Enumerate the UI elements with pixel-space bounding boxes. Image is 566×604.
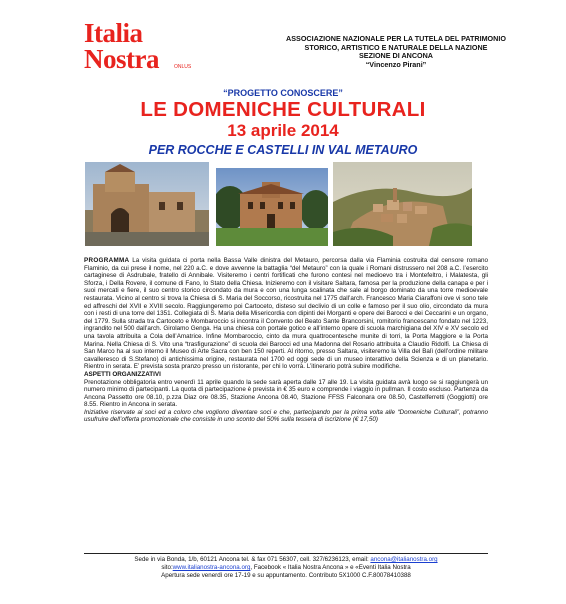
footer-address: Sede in via Bonda, 1/b, 60121 Ancona tel. & fax 071 56307, cell. 327/6236123, email: xyxy=(134,556,371,563)
aspetti-text: Prenotazione obbligatoria entro venerdì 11 aprile quando la sede sarà aperta dalle 17 alle 19. La visita guidata avrà luogo se si raggiungerà un numero minimo di partecipanti. La quota di partecipazione è prevista in € 35 euro e comprende i viaggio in pullman. Il costo escluso. Partenza da Ancona Passetto ore 08.10, p.zza Diaz ore 08.35, Stazione Ancona 08.40, Stazione FFSS Falconara ore 08.50, Castelferretti (Goggiotti) ore 8.55. Rientro in Ancona in serata. xyxy=(84,378,488,409)
programma-label: PROGRAMMA xyxy=(84,257,130,264)
association-line: SEZIONE DI ANCONA xyxy=(358,51,433,61)
aspetti-heading: ASPETTI ORGANIZZATIVI xyxy=(84,370,161,378)
photo-villa xyxy=(216,168,328,246)
programma-paragraph xyxy=(84,257,488,371)
footer-site-label: sito: xyxy=(161,564,173,571)
footer-facebook: , Facebook « Italia Nostra Ancona » e «Eventi Italia Nostra xyxy=(250,564,411,571)
logo-line-italia: Italia xyxy=(84,18,143,48)
flyer-body xyxy=(84,257,488,424)
footer-web xyxy=(84,564,488,572)
association-line: STORICO, ARTISTICO E NATURALE DELLA NAZIONE xyxy=(304,42,488,52)
project-label: “PROGETTO CONOSCERE” xyxy=(223,88,343,98)
programma-text: La visita guidata ci porta nella Bassa Valle dinistra del Metauro, percorsa dalla via Flaminia costruita dal censore romano Flaminio, da cui prese il nome, nel 220 a.C. e dove avvenne la battaglia “del Metauro” con la quale i Romani distrussero nel 208 a.C. l’esercito cartaginese di Asdrubale, fratello di Annibale. Visiteremo i centri fortificati che furono contesi nel medioevo tra i Montefeltro, i Malatesta, gli Sforza, i Della Rovere, il comune di Fano, lo Stato della Chiesa. Inizieremo con il visitare Saltara, famosa per la produzione della canapa e per i suoi mercati e fiere, il suo centro storico circondato da mura e con una lunga scalinata che sale al borgo dominato da una torre medioevale restaurata. Vicino al centro si trova la Chiesa di S. Maria del Soccorso, ricostruita nel 1775 dall’arch. Francesco Maria Ciaraffoni ove vi sono tele ed affreschi del XVII e XVIII secolo. Raggiungeremo poi Cartoceto, disteso sul declivio di un colle e famoso per il suo olio, circondato da mura con i resti di una torre del 1351. Collegiata di S. Maria della Misericordia con dipinti dei Morganti e opere dei Barocci e dei Ceccarini e un organo, del 1779. Sulla strada tra Cartoceto e Mombaroccio si incontra il Convento del Beato Sante Brancorsini, romitorio francescano fondato nel 1223, ingrandito nel 500 dall’arch. Girolamo Genga. Ha una chiesa con portale gotico e all’interno opere di scuola marchigiana del XIV e XV secolo ed una tavola attribuita a Cola dell’Amatrice. Infine Mombaroccio, cinto da mura quattrocentesche munite di torri, la Porta Maggiore e la Porta Marina. Nella Chiesa di S. Vito una “trasfigurazione” di scuola dei Barocci ed una Madonna del Rosario attribuita a Claudio Ridolfi. La Chiesa di San Marco ha al suo interno il Museo di Arte Sacra con ben 150 reperti. Al ritorno, presso Saltara, visiteremo la Villa del Balì (dell’ordine militare cavalleresco di S.Stefano) di antichissima origine, restaurata nel 1700 ed oggi sede di un museo interattivo della Scienza e di un planetario. Rientro in serata. E’ prevista sosta pranzo presso un ristorante, per chi lo vorrà. L’itinerario potrà subire modifiche. xyxy=(84,257,489,371)
website-link[interactable]: www.italianostra-ancona.org xyxy=(172,564,251,571)
note-text: Iniziative riservate ai soci ed a coloro che vogliono diventare soci e che, partecipando per la prima volta alle “Domeniche Culturali”, potranno usufruire dell’offerta promozionale che consiste in uno sconto del 50% sulla tessera di iscrizione (€ 17,50) xyxy=(84,408,488,424)
association-header xyxy=(246,35,546,69)
footer-hours: Apertura sede venerdì ore 17-19 e su appuntamento. Contributo 5X1000 C.F.80078410388 xyxy=(161,572,411,579)
logo-line-nostra: Nostra xyxy=(84,44,159,74)
photo-castle-gate xyxy=(85,162,209,246)
event-subtitle: PER ROCCHE E CASTELLI IN VAL METAURO xyxy=(148,143,418,157)
footer xyxy=(84,556,488,580)
italia-nostra-logo xyxy=(84,18,192,78)
footer-contacts xyxy=(84,556,488,564)
page-title: LE DOMENICHE CULTURALI xyxy=(140,98,426,121)
association-line: “Vincenzo Pirani” xyxy=(365,59,427,69)
association-line: ASSOCIAZIONE NAZIONALE PER LA TUTELA DEL PATRIMONIO xyxy=(286,34,506,43)
footer-divider xyxy=(84,553,488,554)
email-link[interactable]: ancona@italianostra.org xyxy=(370,556,438,563)
photo-hill-town xyxy=(333,162,472,246)
event-date: 13 aprile 2014 xyxy=(227,121,339,140)
logo-onlus: ONLUS xyxy=(174,64,192,70)
